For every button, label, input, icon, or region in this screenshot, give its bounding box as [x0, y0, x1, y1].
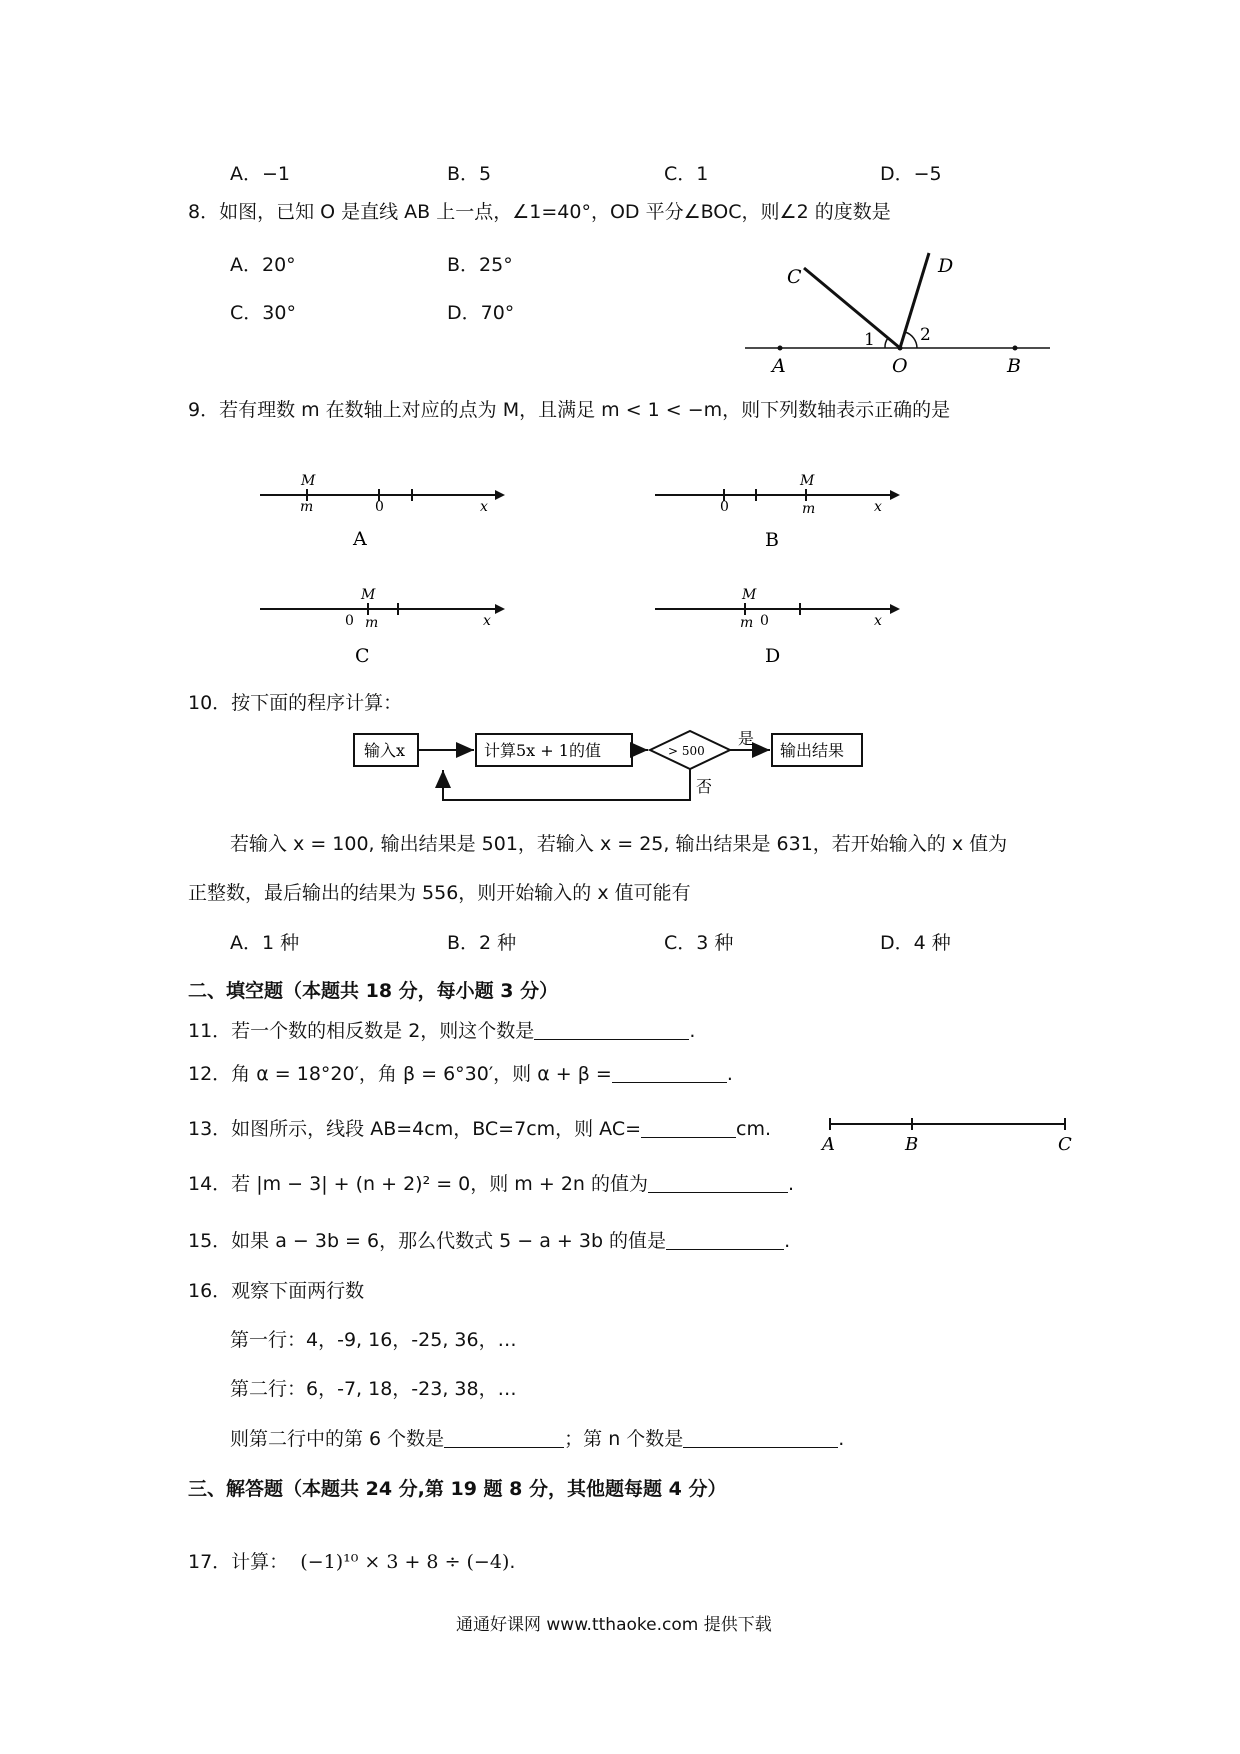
q8-label-c: C — [787, 266, 802, 288]
q8-angle-1: 1 — [864, 330, 875, 350]
q9-stem: 9．若有理数 m 在数轴上对应的点为 M，且满足 m < 1 < −m，则下列数轴表示正确的是 — [188, 399, 951, 421]
q7-option-c: C．1 — [664, 163, 709, 185]
q9d-label-M: M — [742, 587, 757, 603]
q9d-caption: D — [765, 645, 781, 664]
q9b-caption: B — [765, 529, 779, 550]
q7-option-a: A．−1 — [230, 163, 291, 185]
q12 — [188, 1065, 733, 1084]
q8-angle-figure — [740, 250, 1060, 380]
q10-option-c: C．3 种 — [664, 932, 734, 954]
q12-end: . — [726, 1063, 733, 1085]
q10-text-line2: 正整数，最后输出的结果为 556，则开始输入的 x 值可能有 — [188, 882, 691, 904]
q16-end: . — [838, 1428, 845, 1450]
q10-stem: 10．按下面的程序计算： — [188, 692, 403, 714]
q9d-label-m: m — [740, 615, 754, 631]
q9d-label-zero: 0 — [760, 613, 769, 629]
section-3-heading: 三、解答题（本题共 24 分,第 19 题 8 分，其他题每题 4 分） — [188, 1478, 727, 1500]
page-footer: 通通好课网 www.tthaoke.com 提供下载 — [456, 1615, 772, 1635]
q8-option-c: C．30° — [230, 302, 296, 324]
flow-no: 否 — [696, 777, 713, 796]
q8-label-b: B — [1007, 355, 1021, 377]
q9a-label-M: M — [301, 473, 316, 489]
flow-condition: > 500 — [668, 744, 705, 758]
flow-output: 输出结果 — [780, 741, 845, 760]
q8-stem: 8．如图，已知 O 是直线 AB 上一点，∠1=40°，OD 平分∠BOC，则∠2 的度数是 — [188, 201, 891, 223]
q14-text: 14．若 |m − 3| + (n + 2)² = 0，则 m + 2n 的值为 — [188, 1173, 648, 1195]
q9b-label-M: M — [800, 473, 815, 489]
q13-label-c: C — [1058, 1134, 1072, 1155]
q16-answer-blank-1[interactable] — [444, 1447, 564, 1448]
flow-yes: 是 — [738, 729, 755, 748]
q16-ask — [230, 1430, 844, 1449]
q9a-caption: A — [353, 528, 367, 550]
flow-input: 输入x — [364, 741, 406, 760]
q7-option-d: D．−5 — [880, 163, 942, 185]
q9a-label-x: x — [480, 499, 488, 515]
q10-option-b: B．2 种 — [447, 932, 517, 954]
q10-flowchart — [350, 720, 870, 820]
q9-axis-b — [650, 470, 900, 550]
q13-segment-figure — [820, 1110, 1080, 1160]
q9-axis-a — [255, 470, 505, 550]
q8-option-d: D．70° — [447, 302, 515, 324]
q10-option-d: D．4 种 — [880, 932, 951, 954]
q15-end: . — [784, 1230, 791, 1252]
q12-text: 12．角 α = 18°20′，角 β = 6°30′，则 α + β = — [188, 1063, 612, 1085]
q17 — [188, 1553, 515, 1572]
q16-row1: 第一行：4，-9, 16，-25, 36，… — [230, 1329, 517, 1351]
q13-answer-blank[interactable] — [641, 1137, 736, 1138]
q17-end: . — [509, 1551, 516, 1573]
q9b-label-m: m — [802, 501, 816, 517]
q13-label-b: B — [905, 1134, 919, 1155]
q17-label: 17．计算： — [188, 1551, 289, 1573]
q9a-label-m: m — [300, 499, 314, 515]
q15-answer-blank[interactable] — [666, 1249, 784, 1250]
q11-end: . — [689, 1020, 696, 1042]
q13 — [188, 1120, 771, 1139]
q14-answer-blank[interactable] — [648, 1192, 788, 1193]
q9c-label-x: x — [483, 613, 491, 629]
q13-label-a: A — [822, 1134, 835, 1155]
q9b-label-x: x — [874, 499, 882, 515]
q16-ask2: ；第 n 个数是 — [564, 1428, 684, 1450]
q14 — [188, 1175, 794, 1194]
q11 — [188, 1022, 695, 1041]
q8-option-b: B．25° — [447, 254, 513, 276]
q9c-caption: C — [355, 645, 370, 664]
q16-ask1: 则第二行中的第 6 个数是 — [230, 1428, 445, 1450]
q16-row2: 第二行：6，-7, 18，-23, 38，… — [230, 1378, 517, 1400]
q16-stem: 16．观察下面两行数 — [188, 1280, 365, 1302]
q9-axis-d — [650, 584, 900, 664]
q13-end: cm. — [736, 1118, 772, 1140]
q15 — [188, 1232, 790, 1251]
q9b-label-zero: 0 — [720, 499, 729, 515]
q12-answer-blank[interactable] — [612, 1082, 727, 1083]
q9a-label-zero: 0 — [375, 499, 384, 515]
q9d-label-x: x — [874, 613, 882, 629]
q15-text: 15．如果 a − 3b = 6，那么代数式 5 − a + 3b 的值是 — [188, 1230, 667, 1252]
q9c-label-zero: 0 — [345, 613, 354, 629]
flow-compute: 计算5x + 1的值 — [484, 741, 601, 760]
q17-expression: (−1)¹⁰ × 3 + 8 ÷ (−4) — [300, 1551, 510, 1573]
q8-label-o: O — [892, 355, 908, 377]
q9c-label-M: M — [361, 587, 376, 603]
section-2-heading: 二、填空题（本题共 18 分，每小题 3 分） — [188, 980, 559, 1002]
q7-option-b: B．5 — [447, 163, 492, 185]
q14-end: . — [788, 1173, 795, 1195]
q13-text: 13．如图所示，线段 AB=4cm，BC=7cm，则 AC= — [188, 1118, 642, 1140]
q9-axis-c — [255, 584, 505, 664]
q8-angle-2: 2 — [920, 325, 931, 345]
q8-label-d: D — [938, 255, 954, 277]
q8-label-a: A — [772, 355, 786, 377]
q16-answer-blank-2[interactable] — [683, 1447, 838, 1448]
q10-option-a: A．1 种 — [230, 932, 300, 954]
q9c-label-m: m — [365, 615, 379, 631]
q10-text-line1: 若输入 x = 100, 输出结果是 501，若输入 x = 25, 输出结果是 631，若开始输入的 x 值为 — [230, 833, 1008, 855]
q8-option-a: A．20° — [230, 254, 296, 276]
q11-answer-blank[interactable] — [534, 1039, 689, 1040]
q11-text: 11．若一个数的相反数是 2，则这个数是 — [188, 1020, 535, 1042]
